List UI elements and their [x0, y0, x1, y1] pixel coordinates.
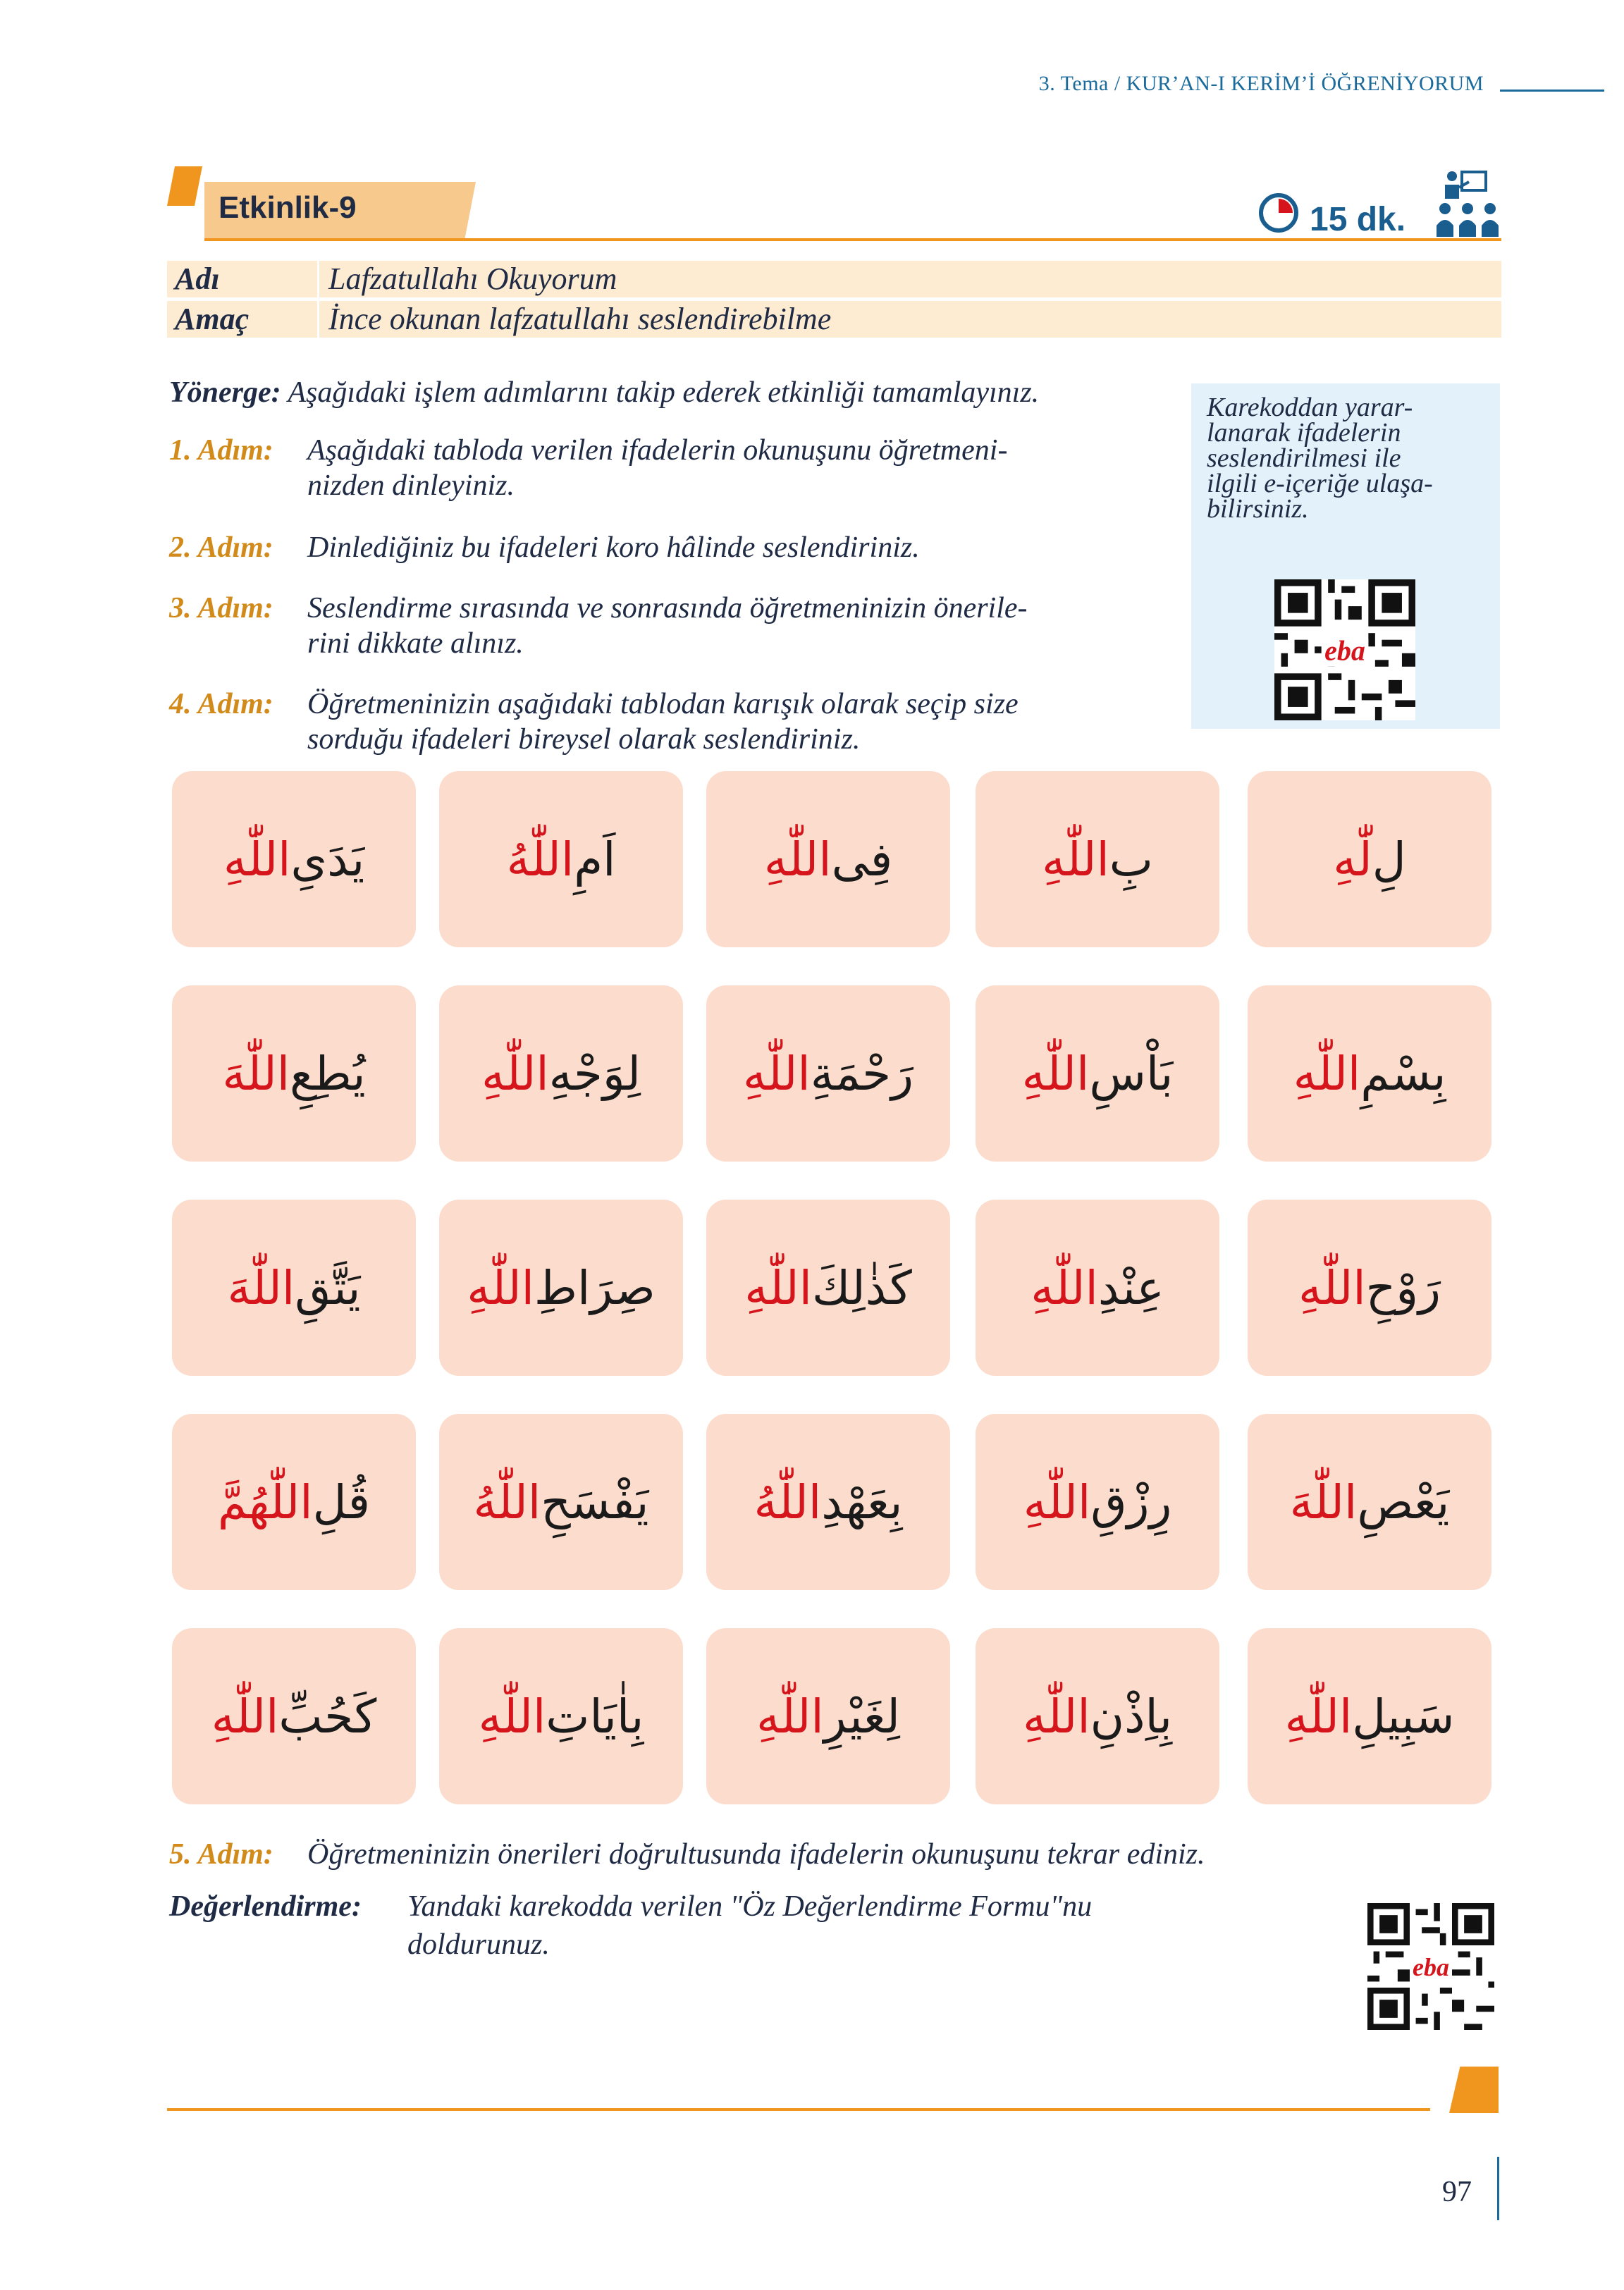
step-1-label: 1. Adım:: [169, 434, 273, 467]
arabic-card: [976, 771, 1219, 947]
info-divider: [317, 301, 319, 338]
chapter-header: 3. Tema / KUR’AN-I KERİM’İ ÖĞRENİYORUM: [1038, 72, 1484, 95]
lafzatullah-word: اللّٰهِ: [1298, 1260, 1366, 1315]
arabic-phrase: [706, 1628, 950, 1804]
evaluation-qr-code-icon[interactable]: [1366, 1903, 1496, 2030]
arabic-phrase: [439, 1200, 683, 1376]
arabic-word: اَمِ: [574, 832, 616, 887]
info-divider: [317, 261, 319, 297]
step-2-line-1: Dinlediğiniz bu ifadeleri koro hâlinde seslendiriniz.: [307, 531, 920, 564]
arabic-card: [976, 1200, 1219, 1376]
step-3-label: 3. Adım:: [169, 592, 273, 624]
lafzatullah-word: اللّٰهِ: [223, 832, 291, 887]
lafzatullah-word: اللّٰهَ: [1289, 1475, 1358, 1529]
qr-code-icon[interactable]: [1273, 579, 1417, 720]
lafzatullah-word: اللّٰهِ: [1031, 1260, 1098, 1315]
arabic-word: بِ: [1109, 832, 1153, 887]
arabic-card: [706, 1200, 950, 1376]
lafzatullah-word: اللّٰهِ: [756, 1689, 824, 1744]
arabic-phrase: [172, 771, 416, 947]
lafzatullah-word: اللّٰهَ: [227, 1260, 295, 1315]
arabic-card: [976, 985, 1219, 1162]
arabic-word: يَعْصِ: [1357, 1475, 1450, 1529]
arabic-word: فِى: [831, 832, 893, 887]
arabic-word: لِ: [1372, 832, 1406, 887]
footer-rule: [167, 2108, 1430, 2111]
lafzatullah-word: اللّٰهِ: [1042, 832, 1109, 887]
evaluation-line-2: doldurunuz.: [407, 1928, 550, 1961]
arabic-phrase: [439, 1628, 683, 1804]
arabic-card: [439, 771, 683, 947]
arabic-word: يَفْسَحِ: [541, 1475, 649, 1529]
arabic-card: [172, 1200, 416, 1376]
footer-orange-tab: [1449, 2067, 1499, 2113]
lafzatullah-word: اللّٰهُ: [753, 1475, 822, 1529]
arabic-phrase: [976, 1200, 1219, 1376]
arabic-card: [172, 1414, 416, 1590]
arabic-phrase: [706, 771, 950, 947]
lafzatullah-word: اللّٰهِ: [744, 1260, 812, 1315]
lafzatullah-word: اللّٰهِ: [763, 832, 832, 887]
arabic-phrase: [1248, 1414, 1491, 1590]
evaluation-label: Değerlendirme:: [169, 1890, 362, 1923]
clock-icon: [1257, 192, 1300, 234]
directive-text: Aşağıdaki işlem adımlarını takip ederek etkinliği tamamlayınız.: [288, 376, 1040, 409]
directive-label: Yönerge:: [169, 376, 281, 409]
step-5-text: Öğretmeninizin önerileri doğrultusunda ifadelerin okunuşunu tekrar ediniz.: [307, 1838, 1205, 1871]
arabic-card: [439, 1414, 683, 1590]
arabic-card: [172, 1628, 416, 1804]
arabic-phrase: [172, 985, 416, 1162]
arabic-phrase: [172, 1200, 416, 1376]
arabic-phrase: [706, 1414, 950, 1590]
arabic-phrase: [1248, 1200, 1491, 1376]
arabic-phrase: [439, 985, 683, 1162]
step-1-line-2: nizden dinleyiniz.: [307, 469, 515, 502]
lafzatullah-word: اللّٰهِ: [467, 1260, 534, 1315]
arabic-word: بِسْمِ: [1360, 1046, 1446, 1101]
group-work-icon: [1434, 169, 1501, 238]
arabic-phrase: [976, 1628, 1219, 1804]
arabic-card: [976, 1414, 1219, 1590]
duration-label: 15 dk.: [1310, 201, 1406, 238]
lafzatullah-word: اللّٰهُ: [506, 832, 574, 887]
arabic-word: لِوَجْهِ: [548, 1046, 641, 1101]
arabic-card: [1248, 771, 1491, 947]
info-value-name: Lafzatullahı Okuyorum: [328, 261, 617, 296]
svg-text:eba: eba: [1413, 1952, 1449, 1981]
lafzatullah-word: اللّٰهِ: [211, 1689, 279, 1744]
arabic-phrase: [976, 985, 1219, 1162]
lafzatullah-word: اللّٰهِ: [1022, 1689, 1090, 1744]
arabic-card: [1248, 985, 1491, 1162]
step-4-label: 4. Adım:: [169, 688, 273, 720]
arabic-word: صِرَاطِ: [534, 1260, 656, 1315]
arabic-card: [172, 985, 416, 1162]
arabic-phrase: [1248, 1628, 1491, 1804]
info-key-purpose: Amaç: [175, 302, 250, 336]
orange-tab-decoration: [167, 166, 202, 206]
arabic-word: لِغَيْرِ: [823, 1689, 900, 1744]
arabic-card: [1248, 1200, 1491, 1376]
arabic-word: يُطِعِ: [290, 1046, 366, 1101]
arabic-card: [706, 1414, 950, 1590]
step-1-line-1: Aşağıdaki tabloda verilen ifadelerin okunuşunu öğretmeni-: [307, 434, 1008, 467]
lafzatullah-word: لّٰهِ: [1333, 832, 1372, 887]
arabic-phrase: [439, 1414, 683, 1590]
svg-text:eba: eba: [1324, 634, 1365, 667]
arabic-phrase: [1248, 771, 1491, 947]
arabic-card: [439, 1628, 683, 1804]
arabic-phrase: [976, 771, 1219, 947]
arabic-word: رَحْمَةِ: [810, 1046, 914, 1101]
lafzatullah-word: اللّٰهِ: [481, 1046, 549, 1101]
arabic-card: [439, 985, 683, 1162]
arabic-card: [1248, 1414, 1491, 1590]
arabic-word: سَبِيلِ: [1352, 1689, 1455, 1744]
lafzatullah-word: اللّٰهِ: [743, 1046, 811, 1101]
arabic-card: [172, 771, 416, 947]
directive: [169, 375, 1184, 410]
arabic-word: كَذٰلِكَ: [811, 1260, 912, 1315]
arabic-word: يَتَّقِ: [295, 1260, 361, 1315]
arabic-word: بَاْسِ: [1089, 1046, 1174, 1101]
arabic-word: بِاِذْنِ: [1090, 1689, 1173, 1744]
evaluation-line-1: Yandaki karekodda verilen "Öz Değerlendirme Formu"nu: [407, 1890, 1093, 1923]
arabic-phrase: [172, 1414, 416, 1590]
arabic-card: [976, 1628, 1219, 1804]
arabic-word: رِزْقِ: [1090, 1475, 1172, 1529]
page-number-rule: [1497, 2157, 1499, 2220]
arabic-card: [1248, 1628, 1491, 1804]
lafzatullah-word: اللّٰهِ: [1021, 1046, 1090, 1101]
lafzatullah-word: اللّٰهِ: [1293, 1046, 1361, 1101]
step-3-line-1: Seslendirme sırasında ve sonrasında öğretmeninizin önerile-: [307, 592, 1028, 624]
lafzatullah-word: اللّٰهُمَّ: [217, 1475, 313, 1529]
arabic-phrase: [439, 771, 683, 947]
lafzatullah-word: اللّٰهَ: [222, 1046, 290, 1101]
arabic-card: [439, 1200, 683, 1376]
arabic-card: [706, 771, 950, 947]
qr-info-text: Karekoddan yarar- lanarak ifadelerin seslendirilmesi ile ilgili e-içeriğe ulaşa- bilirsiniz.: [1207, 393, 1433, 524]
arabic-word: كَحُبِّ: [278, 1689, 377, 1744]
arabic-phrase: [706, 985, 950, 1162]
activity-title: Etkinlik-9: [219, 190, 357, 225]
arabic-word: يَدَىِ: [290, 832, 365, 887]
lafzatullah-word: اللّٰهُ: [473, 1475, 541, 1529]
arabic-phrase: [976, 1414, 1219, 1590]
page-number: 97: [1442, 2176, 1472, 2208]
info-value-purpose: İnce okunan lafzatullahı seslendirebilme: [328, 302, 832, 336]
arabic-word: بِعَهْدِ: [821, 1475, 903, 1529]
arabic-card: [706, 1628, 950, 1804]
step-5-label: 5. Adım:: [169, 1838, 273, 1871]
step-2-label: 2. Adım:: [169, 531, 273, 564]
arabic-phrase: [706, 1200, 950, 1376]
step-4-line-2: sorduğu ifadeleri bireysel olarak seslendiriniz.: [307, 723, 861, 756]
arabic-word: عِنْدِ: [1097, 1260, 1164, 1315]
activity-underline: [204, 238, 1501, 241]
arabic-phrase: [1248, 985, 1491, 1162]
arabic-phrase: [172, 1628, 416, 1804]
lafzatullah-word: اللّٰهِ: [1284, 1689, 1353, 1744]
arabic-card: [706, 985, 950, 1162]
lafzatullah-word: اللّٰهِ: [478, 1689, 546, 1744]
arabic-word: رَوْحِ: [1365, 1260, 1441, 1315]
info-key-name: Adı: [175, 261, 220, 296]
step-3-line-2: rini dikkate alınız.: [307, 627, 524, 660]
header-rule: [1500, 90, 1604, 92]
step-4-line-1: Öğretmeninizin aşağıdaki tablodan karışık olarak seçip size: [307, 688, 1019, 720]
arabic-word: بِاٰيَاتِ: [546, 1689, 644, 1744]
lafzatullah-word: اللّٰهِ: [1023, 1475, 1091, 1529]
arabic-word: قُلِ: [312, 1475, 371, 1529]
